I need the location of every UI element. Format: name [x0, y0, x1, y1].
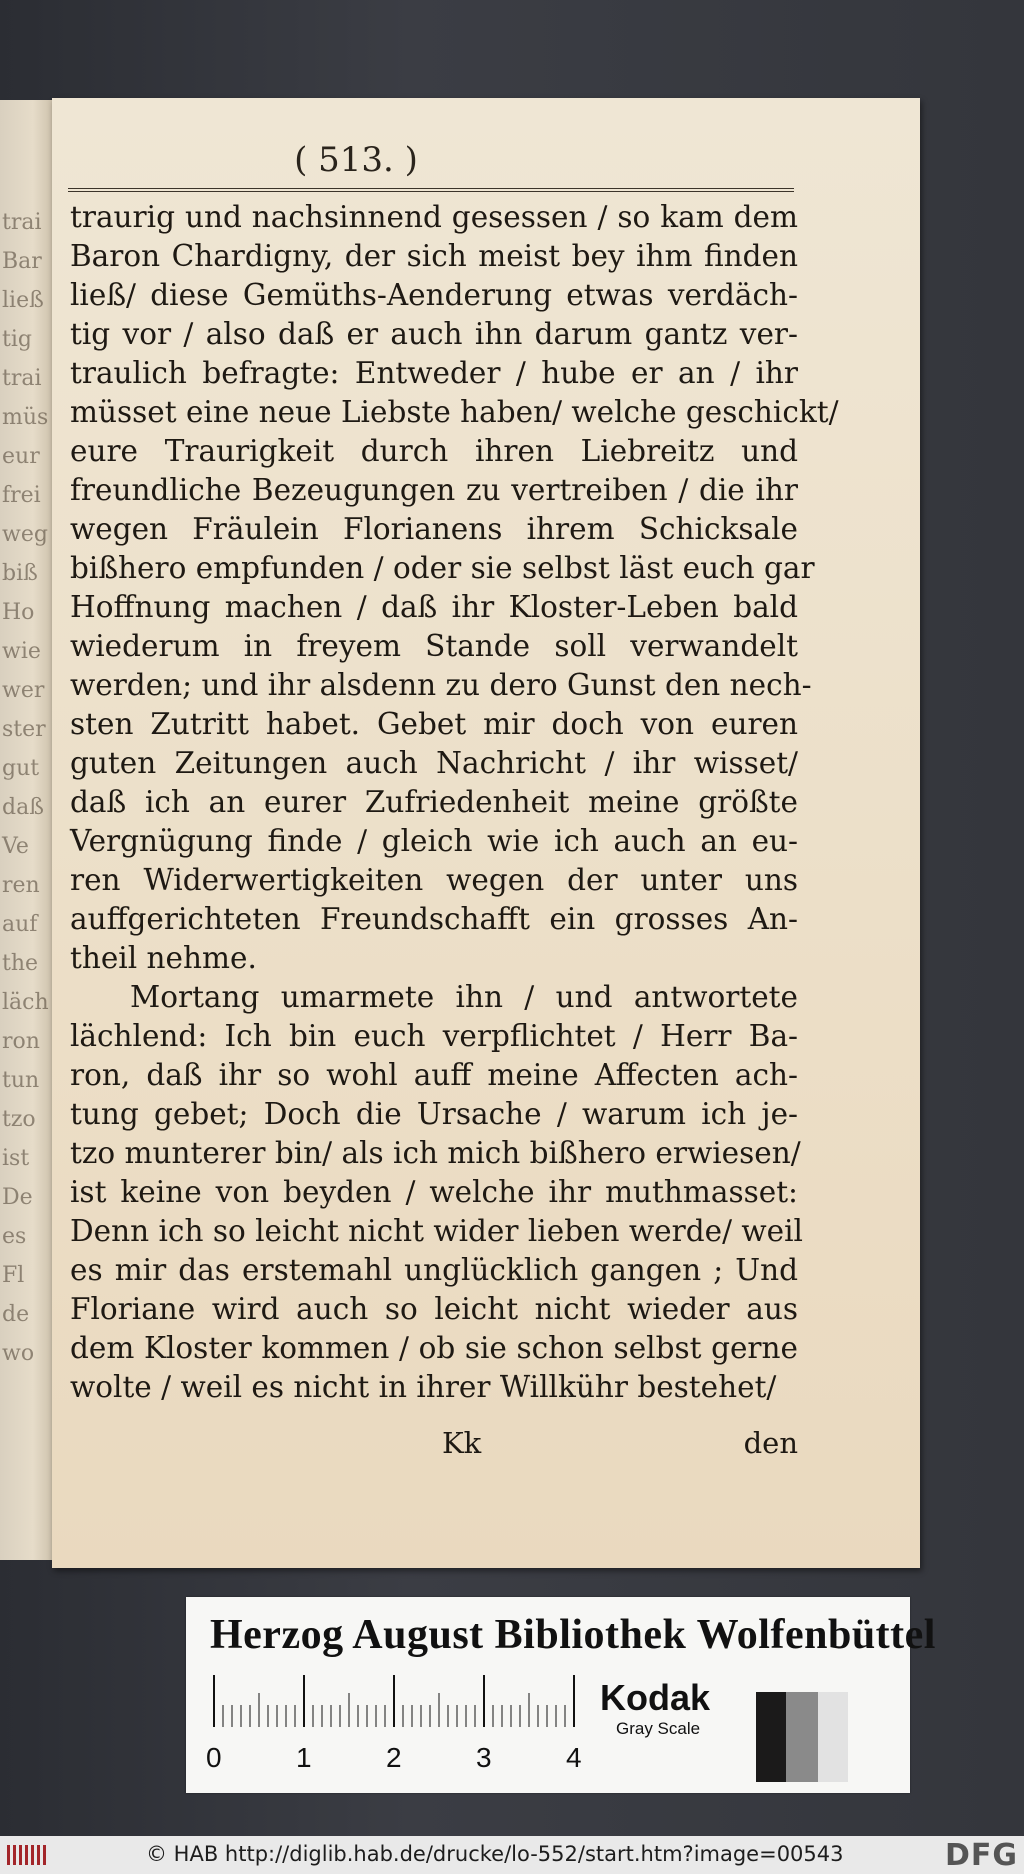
page-footer: [70, 1426, 798, 1466]
neighbor-text-fragment: müs: [2, 405, 49, 430]
neighbor-text-fragment: frei: [2, 483, 41, 508]
credit-link[interactable]: © HAB http://diglib.hab.de/drucke/lo-552/start.htm?image=00543: [146, 1842, 844, 1866]
neighbor-text-fragment: es: [2, 1224, 27, 1249]
neighbor-text-fragment: eur: [2, 444, 40, 469]
text-line: guten Zeitungen auch Nachricht / ihr wisset/: [70, 746, 798, 780]
header-rule: [68, 188, 794, 192]
text-line: Floriane wird auch so leicht nicht wieder aus: [70, 1292, 798, 1326]
text-line: es mir das erstemahl unglücklich gangen ; Und: [70, 1253, 798, 1287]
neighbor-text-fragment: tzo: [2, 1107, 36, 1132]
ruler: [206, 1669, 582, 1789]
text-line: tzo munterer bin/ als ich mich bißhero erwiesen/: [70, 1136, 801, 1170]
neighbor-text-fragment: ließ: [2, 288, 44, 313]
neighbor-text-fragment: läch: [2, 990, 49, 1015]
neighbor-text-fragment: daß: [2, 795, 44, 820]
text-line: Vergnügung finde / gleich wie ich auch an eu-: [70, 824, 798, 858]
gray-scale-patches: [756, 1692, 856, 1782]
neighbor-text-fragment: tun: [2, 1068, 40, 1093]
text-line: theil nehme.: [70, 941, 257, 975]
text-line: ließ/ diese Gemüths-Aenderung etwas verdäch-: [70, 278, 798, 312]
neighbor-text-fragment: wo: [2, 1341, 35, 1366]
neighbor-text-fragment: ster: [2, 717, 46, 742]
neighbor-text-fragment: trai: [2, 210, 42, 235]
hab-logo-icon: [6, 1843, 48, 1867]
neighbor-text-fragment: ren: [2, 873, 40, 898]
ruler-number: 1: [296, 1742, 312, 1773]
neighbor-text-fragment: wie: [2, 639, 41, 664]
text-line: müsset eine neue Liebste haben/ welche geschickt/: [70, 395, 839, 429]
neighbor-text-fragment: auf: [2, 912, 38, 937]
neighbor-text-fragment: trai: [2, 366, 42, 391]
text-line: tung gebet; Doch die Ursache / warum ich je-: [70, 1097, 798, 1131]
gray-patch-light: [818, 1692, 848, 1782]
ruler-number: 0: [206, 1742, 222, 1773]
dfg-logo: DFG: [944, 1838, 1018, 1873]
neighbor-text-fragment: ist: [2, 1146, 30, 1171]
text-line: Denn ich so leicht nicht wider lieben werde/ weil: [70, 1214, 803, 1248]
neighbor-text-fragment: weg: [2, 522, 48, 547]
text-line: Mortang umarmete ihn / und antwortete: [130, 980, 798, 1014]
neighbor-text-fragment: gut: [2, 756, 40, 781]
neighbor-text-fragment: Ve: [2, 834, 29, 859]
neighbor-text-fragment: Fl: [2, 1263, 25, 1288]
page-text: [70, 198, 839, 1407]
neighbor-text-fragment: the: [2, 951, 39, 976]
neighbor-page-edge: [0, 100, 57, 1560]
ruler-number: 3: [476, 1742, 492, 1773]
text-line: traurig und nachsinnend gesessen / so kam dem: [70, 200, 798, 234]
neighbor-text-fragment: tig: [2, 327, 32, 352]
text-line: wiederum in freyem Stande soll verwandelt: [70, 629, 798, 663]
neighbor-text-fragment: wer: [2, 678, 45, 703]
text-line: ron, daß ihr so wohl auff meine Affecten ach-: [70, 1058, 798, 1092]
text-line: ren Widerwertigkeiten wegen der unter uns: [70, 863, 798, 897]
text-line: eure Traurigkeit durch ihren Liebreitz und: [70, 434, 798, 468]
page-number: ( 513. ): [294, 140, 418, 180]
text-line: wegen Fräulein Florianens ihrem Schicksale: [70, 512, 798, 546]
library-name: Herzog August Bibliothek Wolfenbüttel: [210, 1612, 936, 1658]
text-line: Baron Chardigny, der sich meist bey ihm finden: [70, 239, 798, 273]
neighbor-text-fragment: ron: [2, 1029, 40, 1054]
text-line: lächlend: Ich bin euch verpflichtet / Herr Ba-: [70, 1019, 798, 1053]
text-line: tig vor / also daß er auch ihn darum gantz ver-: [70, 317, 798, 351]
text-line: traulich befragte: Entweder / hube er an / ihr: [70, 356, 798, 390]
ruler-number: 2: [386, 1742, 402, 1773]
neighbor-text-fragment: De: [2, 1185, 33, 1210]
catchword: den: [743, 1426, 798, 1460]
gray-patch-mid: [786, 1692, 818, 1782]
signature-mark: Kk: [442, 1426, 482, 1460]
kodak-logo: Kodak: [600, 1677, 711, 1718]
text-line: sten Zutritt habet. Gebet mir doch von euren: [70, 707, 798, 741]
gray-patch-dark: [756, 1692, 786, 1782]
text-line: wolte / weil es nicht in ihrer Willkühr bestehet/: [70, 1370, 777, 1404]
text-line: dem Kloster kommen / ob sie schon selbst gerne: [70, 1331, 798, 1365]
text-line: auffgerichteten Freundschafft ein grosses An-: [70, 902, 798, 936]
text-line: bißhero empfunden / oder sie selbst läst euch gar: [70, 551, 815, 585]
gray-scale-label: Gray Scale: [616, 1719, 701, 1738]
text-line: Hoffnung machen / daß ihr Kloster-Leben bald: [70, 590, 798, 624]
text-line: daß ich an eurer Zufriedenheit meine größte: [70, 785, 798, 819]
neighbor-text-fragment: Bar: [2, 249, 42, 274]
credit-bar: [0, 1836, 1024, 1874]
book-page: [52, 98, 920, 1568]
text-line: werden; und ihr alsdenn zu dero Gunst den nech-: [70, 668, 812, 702]
neighbor-text-fragment: Ho: [2, 600, 35, 625]
neighbor-text-fragment: biß: [2, 561, 38, 586]
text-line: freundliche Bezeugungen zu vertreiben / die ihr: [70, 473, 798, 507]
neighbor-text-fragment: de: [2, 1302, 30, 1327]
calibration-card: [186, 1597, 936, 1793]
text-line: ist keine von beyden / welche ihr muthmasset:: [70, 1175, 798, 1209]
ruler-number: 4: [566, 1742, 582, 1773]
